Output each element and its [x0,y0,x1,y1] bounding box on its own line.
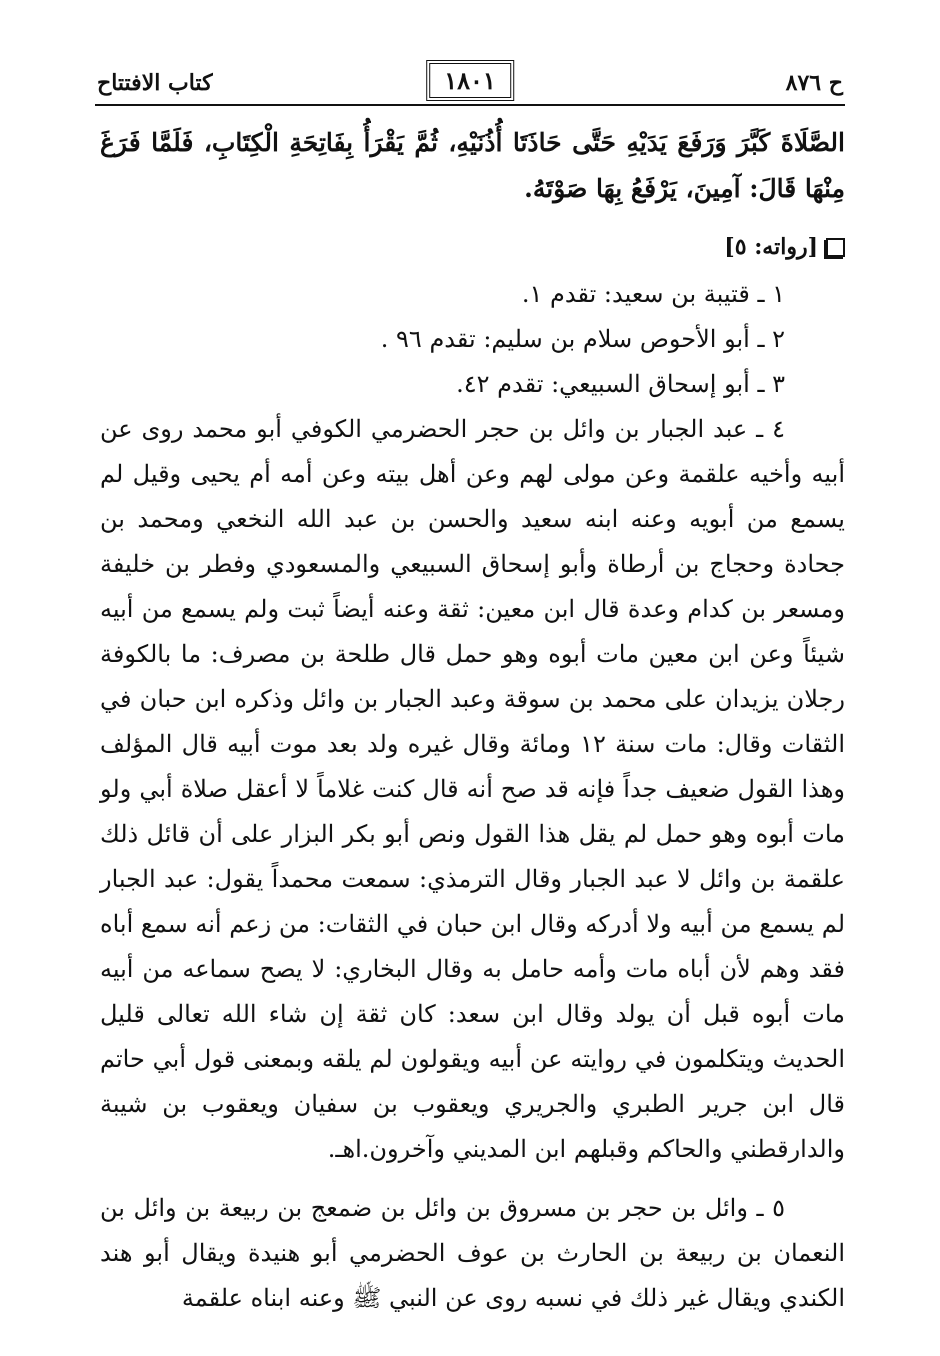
narrator-entry: ٢ ـ أبو الأحوص سلام بن سليم: تقدم ٩٦ . [380,325,785,353]
narrator-entry: ١ ـ قتيبة بن سعيد: تقدم ١. [521,280,785,308]
narrator-entry: ٥ ـ وائل بن حجر بن مسروق بن وائل بن ضمعج بن ربيعة بن وائل بن النعمان بن ربيعة بن الحارث بن عوف الحضرمي أبو هنيدة ويقال أبو هند الكندي ويقال غير ذلك في نسبه روى عن النبي ﷺ وعنه ابناه علقمة [100,1194,845,1312]
square-bullet-icon [826,238,845,257]
book-title: كتاب الافتتاح [97,70,213,96]
page-number: ١٨٠١ [426,60,514,101]
page-body [100,120,845,1321]
page-reference: ح ٨٧٦ [785,70,843,96]
narrator-list [100,272,845,1321]
page-header [95,64,845,106]
narrator-entry: ٤ ـ عبد الجبار بن وائل بن حجر الحضرمي الكوفي أبو محمد روى عن أبيه وأخيه علقمة وعن مولى لهم وعن أهل بيته وعن أمه أم يحيى وقيل لم يسمع من أبويه وعنه ابنه سعيد والحسن بن عبد الله النخعي ومحمد بن جحادة وحجاج بن أرطاة وأبو إسحاق السبيعي والمسعودي وفطر بن خليفة ومسعر بن كدام وعدة قال ابن معين: ثقة وعنه أيضاً ثبت ولم يسمع من أبيه شيئاً وعن ابن معين مات أبوه وهو حمل قال طلحة بن مصرف: ما بالكوفة رجلان يزيدان على محمد بن سوقة وعبد الجبار بن وائل وذكره ابن حبان في الثقات وقال: مات سنة ١٢ ومائة وقال غيره ولد بعد موت أبيه قال المؤلف وهذا القول ضعيف جداً فإنه قد صح أنه قال كنت غلاماً لا أعقل صلاة أبي ولو مات أبوه وهو حمل لم يقل هذا القول ونص أبو بكر البزار على أن قائل ذلك علقمة بن وائل لا عبد الجبار وقال الترمذي: سمعت محمداً يقول: عبد الجبار لم يسمع من أبيه ولا أدركه وقال ابن حبان في الثقات: من زعم أنه سمع أباه فقد وهم لأن أباه مات وأمه حامل به وقال البخاري: لا يصح سماعه من أبيه مات أبوه قبل أن يولد وقال ابن سعد: كان ثقة إن شاء الله تعالى قليل الحديث ويتكلمون في روايته عن أبيه ويقولون لم يلقه وبمعنى قول أبي حاتم قال ابن جرير الطبري والجريري ويعقوب بن سفيان ويعقوب بن شيبة والدارقطني والحاكم وقبلهم ابن المديني وآخرون.اهـ. [100,415,846,1163]
narrator-entry: ٣ ـ أبو إسحاق السبيعي: تقدم ٤٢. [456,370,785,398]
section-heading [100,234,845,260]
section-title: [رواته: ٥] [724,234,818,260]
hadith-text: الصَّلَاةَ كَبَّرَ وَرَفَعَ يَدَيْهِ حَتَّى حَاذَتَا أُذُنَيْهِ، ثُمَّ يَقْرَأُ بِفَاتِحَةِ الْكِتَابِ، فَلَمَّا فَرَغَ مِنْهَا قَالَ: آمِينَ، يَرْفَعُ بِهَا صَوْتَهُ. [100,128,845,203]
